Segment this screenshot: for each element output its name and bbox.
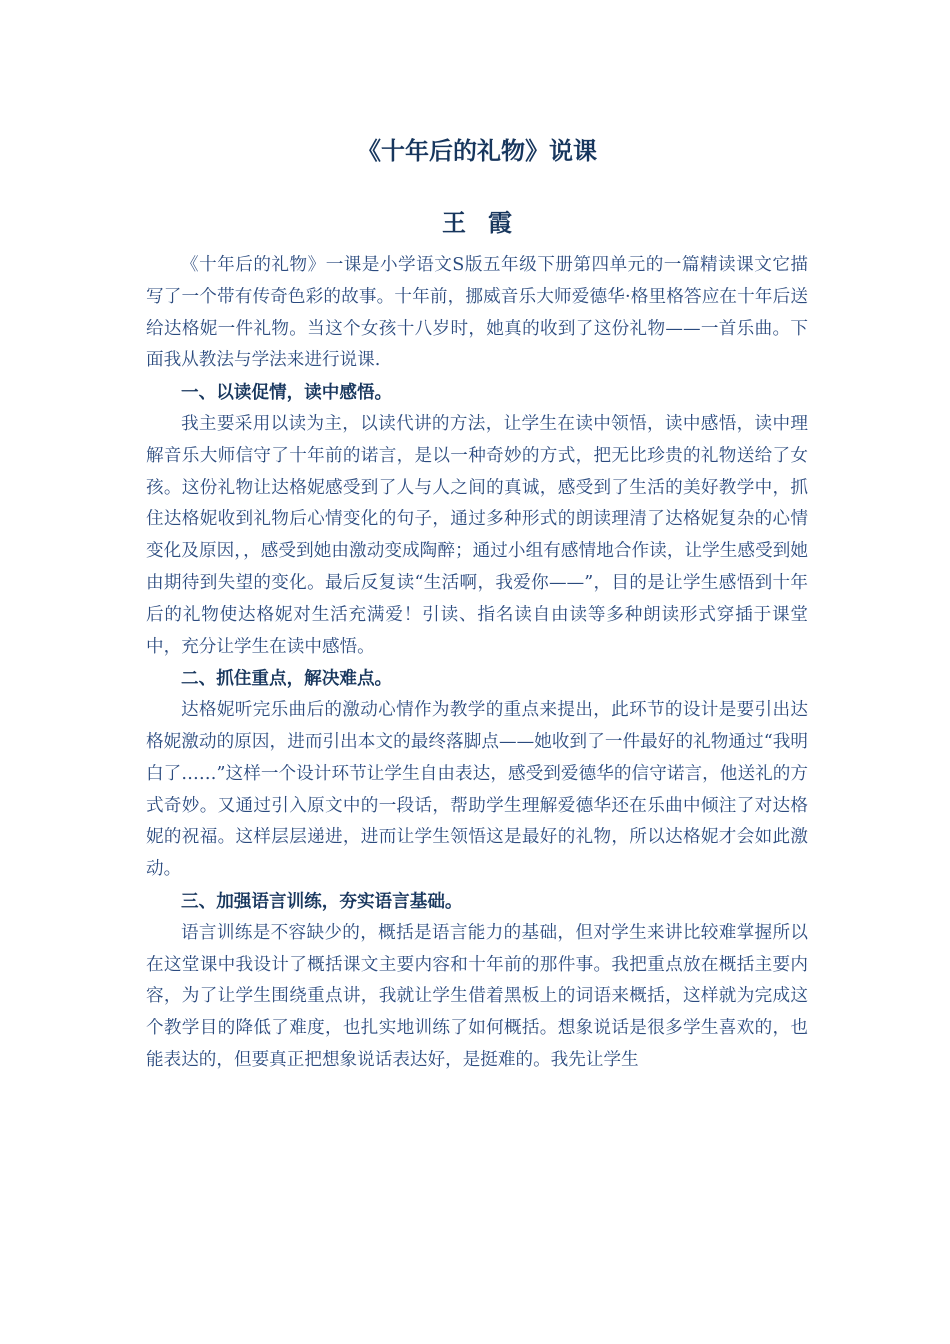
section-3-body: 语言训练是不容缺少的，概括是语言能力的基础，但对学生来讲比较难掌握所以在这堂课中我设计了概括课文主要内容和十年前的那件事。我把重点放在概括主要内容，为了让学生围绕重点讲，我就让学生借着黑板上的词语来概括，这样就为完成这个教学目的降低了难度，也扎实地训练了如何概括。想象说话是很多学生喜欢的，也能表达的，但要真正把想象说话表达好，是挺难的。我先让学生 — [146, 922, 808, 1070]
section-3-heading: 三、加强语言训练，夯实语言基础。 — [181, 890, 463, 912]
section-2-body: 达格妮听完乐曲后的激动心情作为教学的重点来提出，此环节的设计是要引出达格妮激动的原因，进而引出本文的最终落脚点——她收到了一件最好的礼物通过“我明白了……”这样一个设计环节让学生自由表达，感受到爱德华的信守诺言，他送礼的方式奇妙。又通过引入原文中的一段话，帮助学生理解爱德华还在乐曲中倾注了对达格妮的祝福。这样层层递进，进而让学生领悟这是最好的礼物，所以达格妮才会如此激动。 — [146, 700, 808, 880]
section-1-body: 我主要采用以读为主，以读代讲的方法，让学生在读中领悟，读中感悟，读中理解音乐大师信守了十年前的诺言，是以一种奇妙的方式，把无比珍贵的礼物送给了女孩。这份礼物让达格妮感受到了人与人之间的真诚，感受到了生活的美好教学中，抓住达格妮收到礼物后心情变化的句子，通过多种形式的朗读理清了达格妮复杂的心情变化及原因，，感受到她由激动变成陶醉；通过小组有感情地合作读，让学生感受到她由期待到失望的变化。最后反复读“生活啊，我爱你——”，目的是让学生感悟到十年后的礼物使达格妮对生活充满爱！引读、指名读自由读等多种朗读形式穿插于课堂中，充分让学生在读中感悟。 — [146, 413, 808, 657]
author-name: 王霞 — [442, 208, 534, 237]
section-1-heading: 一、以读促情，读中感悟。 — [181, 382, 393, 404]
document-title: 《十年后的礼物》说课 — [357, 136, 597, 165]
document-page — [146, 126, 808, 1077]
intro-paragraph: 《十年后的礼物》一课是小学语文S版五年级下册第四单元的一篇精读课文它描写了一个带有传奇色彩的故事。十年前，挪威音乐大师爱德华·格里格答应在十年后送给达格妮一件礼物。当这个女孩十八岁时，她真的收到了这份礼物——一首乐曲。下面我从教法与学法来进行说课. — [146, 255, 808, 371]
section-2-heading: 二、抓住重点，解决难点。 — [181, 668, 393, 690]
